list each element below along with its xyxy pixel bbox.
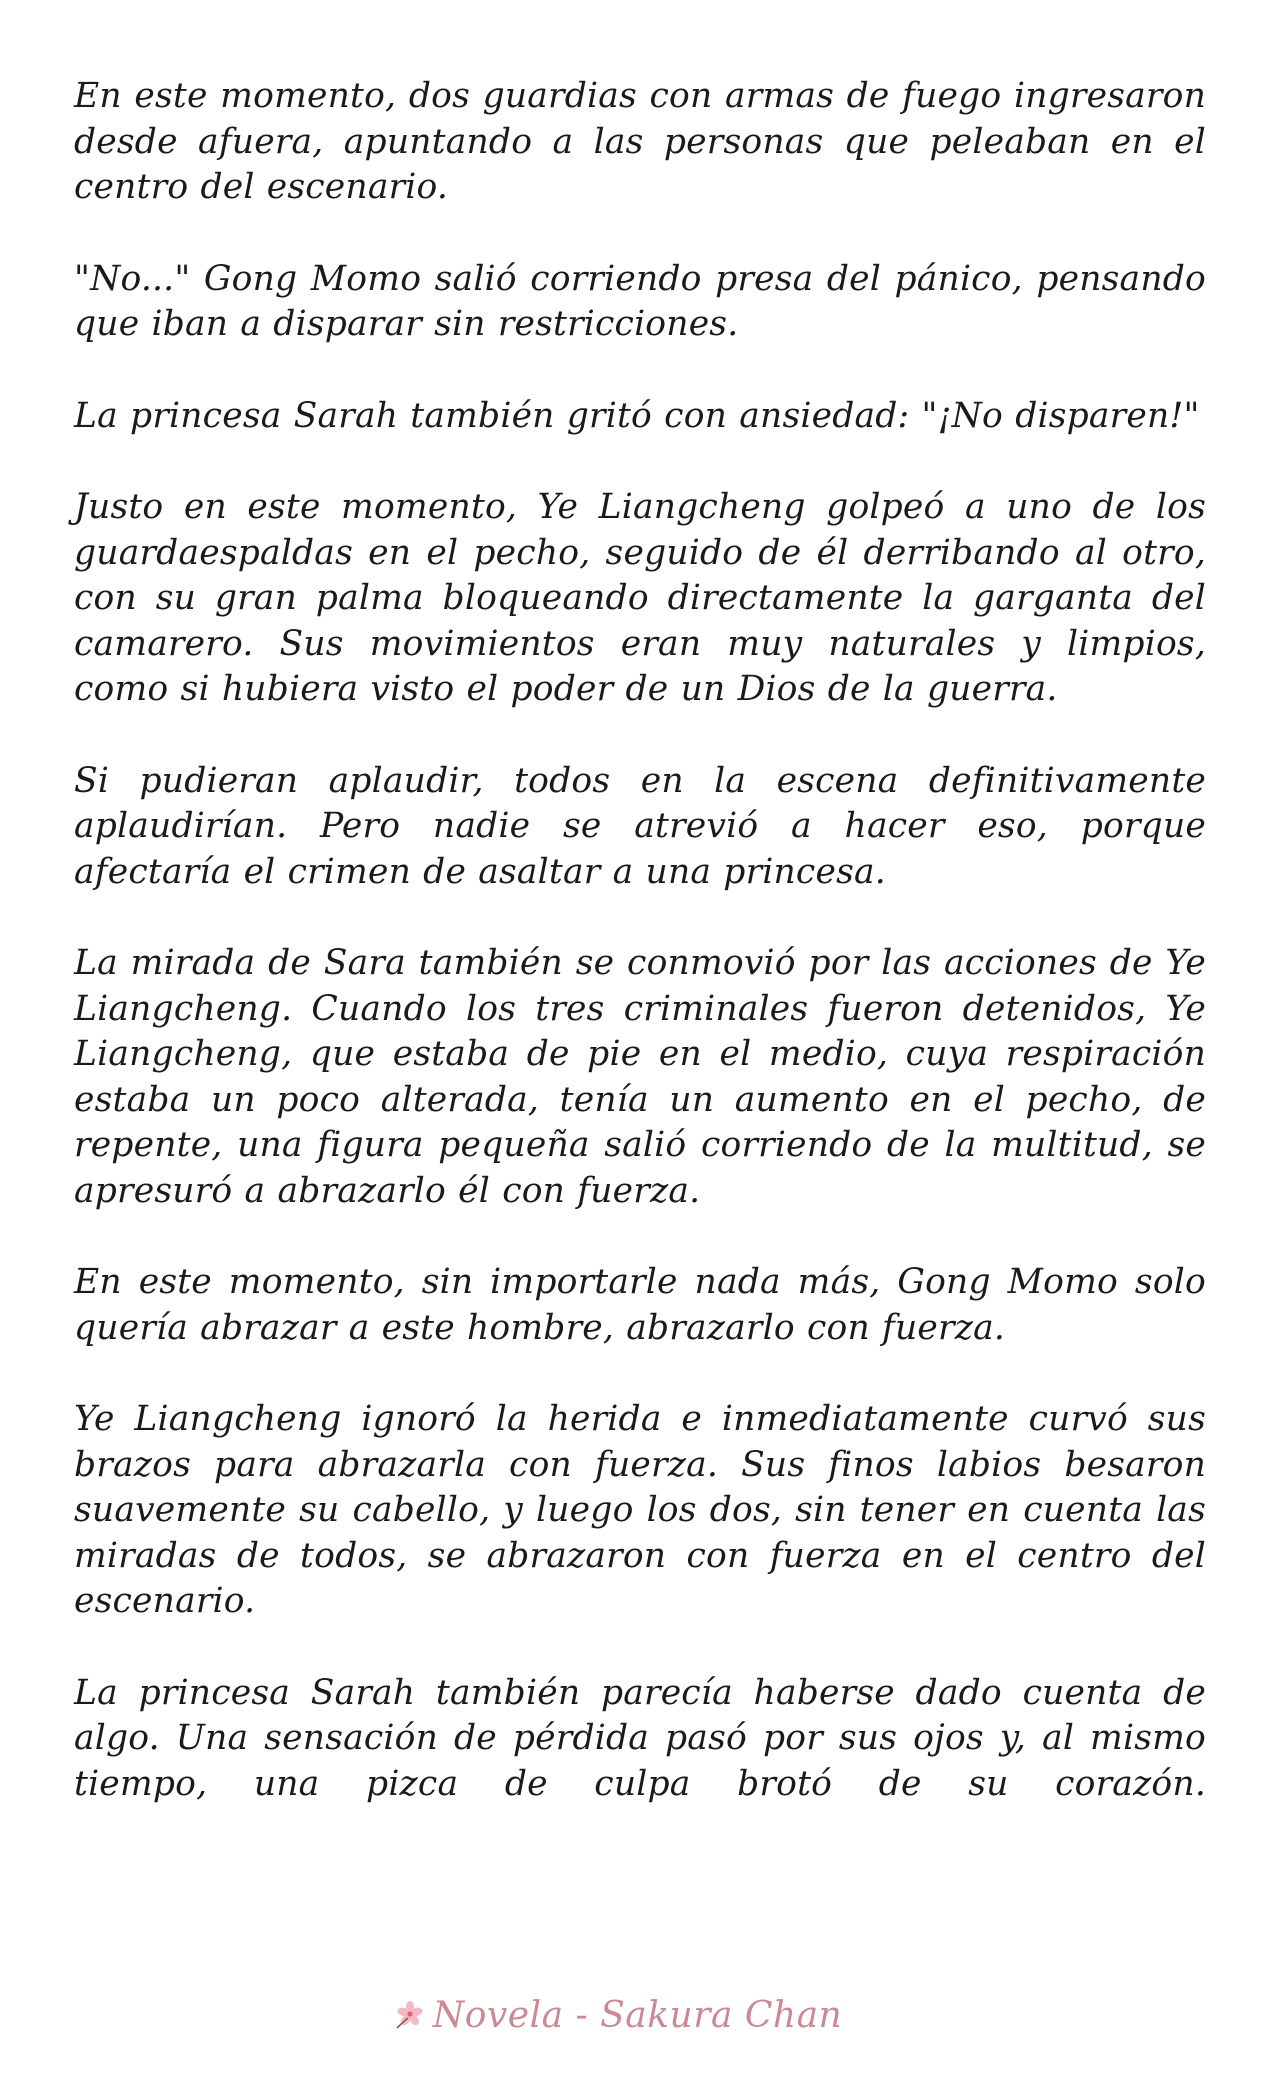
paragraph: La princesa Sarah también parecía haberse dado cuenta de algo. Una sensación de pérdida pasó por sus ojos y, al mismo tiempo, una pizca de culpa brotó de su corazón. — [74, 1672, 1206, 1804]
paragraph: "No..." Gong Momo salió corriendo presa del pánico, pensando que iban a disparar sin restricciones. — [74, 258, 1206, 344]
paragraph: Si pudieran aplaudir, todos en la escena definitivamente aplaudirían. Pero nadie se atrevió a hacer eso, porque afectaría el crimen de asaltar a una princesa. — [74, 760, 1206, 892]
paragraph: En este momento, dos guardias con armas de fuego ingresaron desde afuera, apuntando a las personas que peleaban en el centro del escenario. — [74, 76, 1206, 207]
paragraph: La princesa Sarah también gritó con ansiedad: "¡No disparen!" — [74, 395, 1200, 436]
sakura-flower-icon — [393, 1998, 427, 2032]
watermark — [0, 1985, 1275, 2045]
paragraph: En este momento, sin importarle nada más, Gong Momo solo quería abrazar a este hombre, abrazarlo con fuerza. — [74, 1262, 1206, 1348]
watermark-content — [393, 1995, 842, 2036]
chapter-text — [74, 74, 1206, 1807]
paragraph: Ye Liangcheng ignoró la herida e inmediatamente curvó sus brazos para abrazarla con fuerza. Sus finos labios besaron suavemente su cabello, y luego los dos, sin tener en cuenta las miradas de todos, se abrazaron con fuerza en el centro del escenario. — [74, 1399, 1206, 1621]
paragraph: Justo en este momento, Ye Liangcheng golpeó a uno de los guardaespaldas en el pecho, seguido de él derribando al otro, con su gran palma bloqueando directamente la garganta del camarero. Sus movimientos eran muy naturales y limpios, como si hubiera visto el poder de un Dios de la guerra. — [74, 487, 1206, 709]
paragraph: La mirada de Sara también se conmovió por las acciones de Ye Liangcheng. Cuando los tres criminales fueron detenidos, Ye Liangcheng, que estaba de pie en el medio, cuya respiración estaba un poco alterada, tenía un aumento en el pecho, de repente, una figura pequeña salió corriendo de la multitud, se apresuró a abrazarlo él con fuerza. — [74, 943, 1206, 1211]
watermark-text: Novela - Sakura Chan — [432, 1994, 843, 2036]
